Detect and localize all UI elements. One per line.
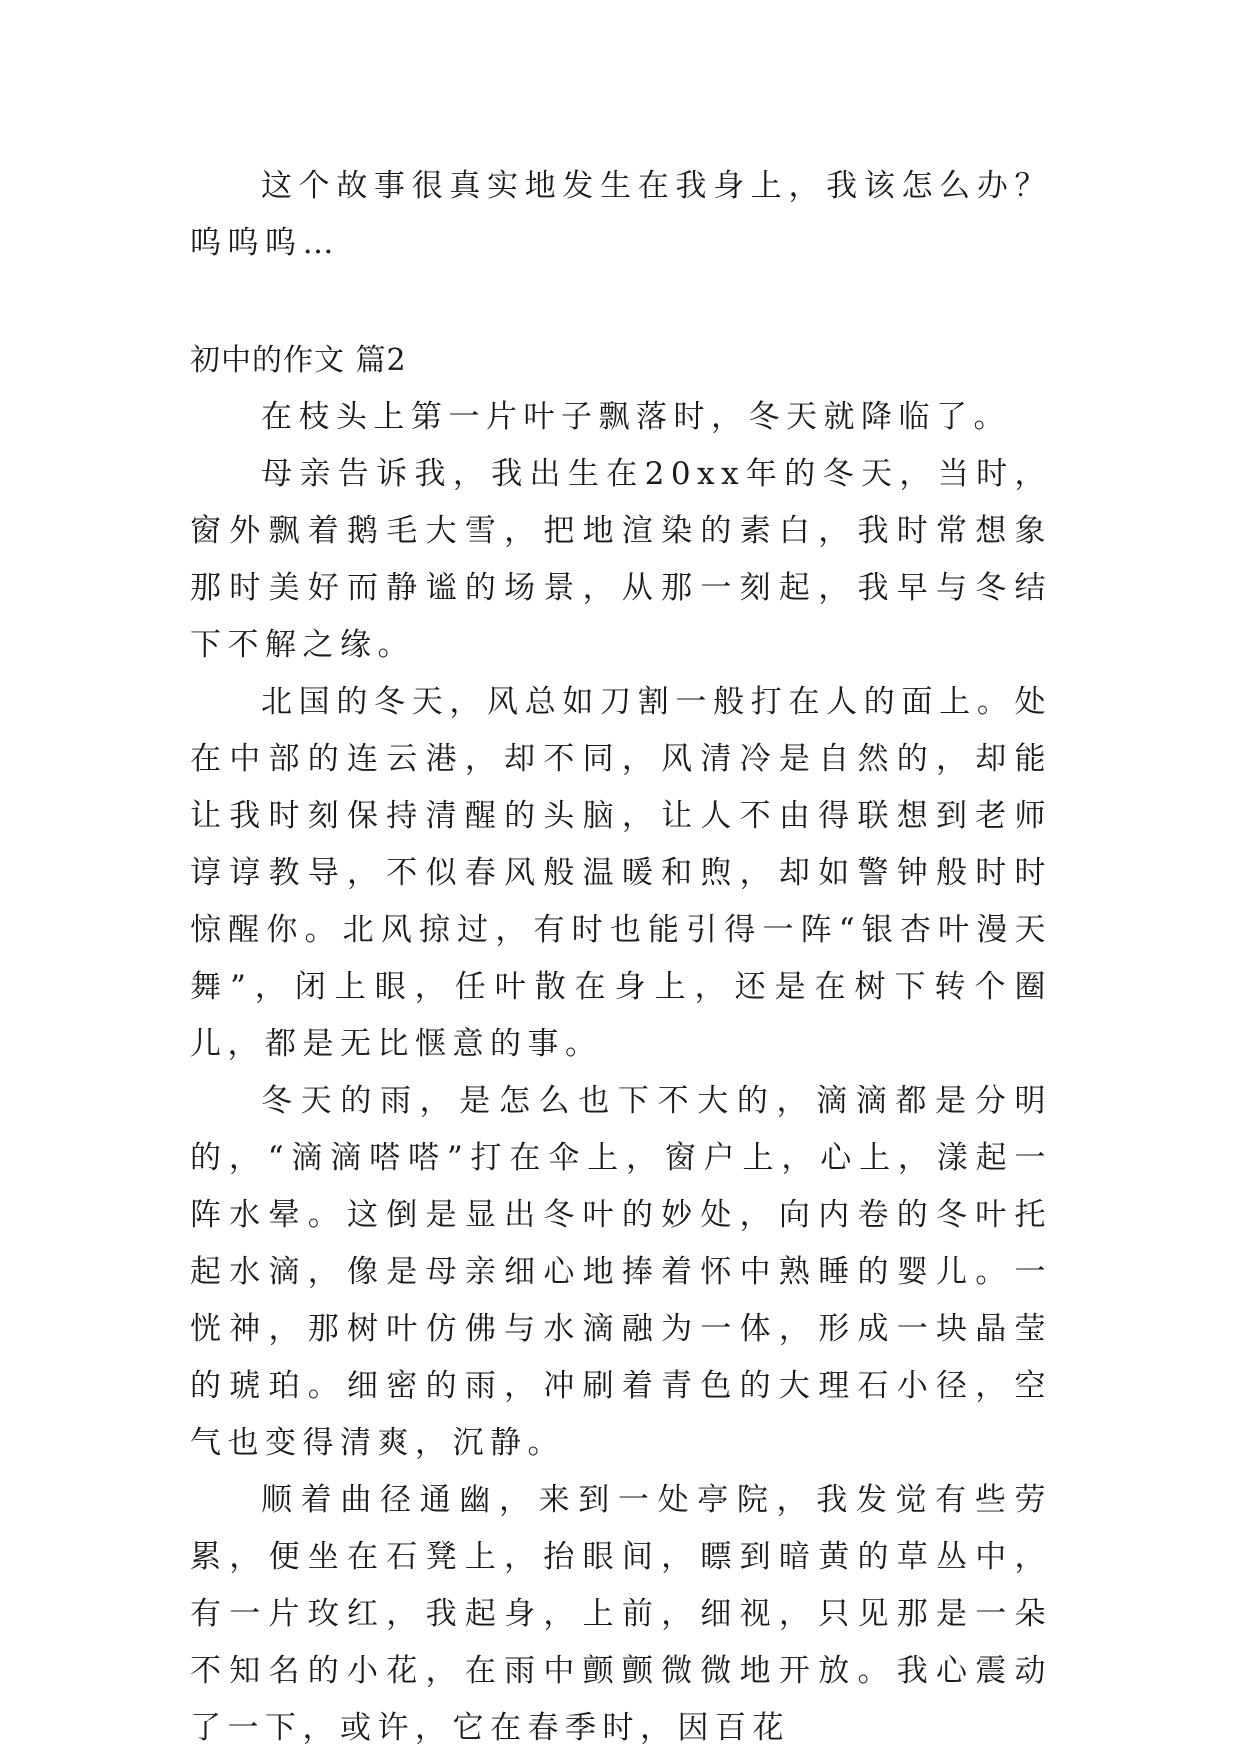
paragraph-2: 母亲告诉我，我出生在20xx年的冬天，当时，窗外飘着鹅毛大雪，把地渲染的素白，我时常想象那时美好而静谧的场景，从那一刻起，我早与冬结下不解之缘。 xyxy=(190,456,1052,663)
document-body xyxy=(190,158,1052,1757)
paragraph-3: 北国的冬天，风总如刀割一般打在人的面上。处在中部的连云港，却不同，风清冷是自然的，却能让我时刻保持清醒的头脑，让人不由得联想到老师谆谆教导，不似春风般温暖和煦，却如警钟般时时惊醒你。北风掠过，有时也能引得一阵“银杏叶漫天舞”，闭上眼，任叶散在身上，还是在树下转个圈儿，都是无比惬意的事。 xyxy=(190,684,1052,1062)
paragraph-5: 顺着曲径通幽，来到一处亭院，我发觉有些劳累，便坐在石凳上，抬眼间，瞟到暗黄的草丛中，有一片玫红，我起身，上前，细视，只见那是一朵不知名的小花，在雨中颤颤微微地开放。我心震动了一下，或许，它在春季时，因百花 xyxy=(190,1482,1052,1746)
section-heading: 初中的作文 篇2 xyxy=(190,343,407,378)
intro-paragraph: 这个故事很真实地发生在我身上，我该怎么办？呜呜呜… xyxy=(190,168,1052,261)
paragraph-4: 冬天的雨，是怎么也下不大的，滴滴都是分明的，“滴滴嗒嗒”打在伞上，窗户上，心上，漾起一阵水晕。这倒是显出冬叶的妙处，向内卷的冬叶托起水滴，像是母亲细心地捧着怀中熟睡的婴儿。一恍神，那树叶仿佛与水滴融为一体，形成一块晶莹的琥珀。细密的雨，冲刷着青色的大理石小径，空气也变得清爽，沉静。 xyxy=(190,1083,1052,1461)
paragraph-1: 在枝头上第一片叶子飘落时，冬天就降临了。 xyxy=(261,399,1011,435)
